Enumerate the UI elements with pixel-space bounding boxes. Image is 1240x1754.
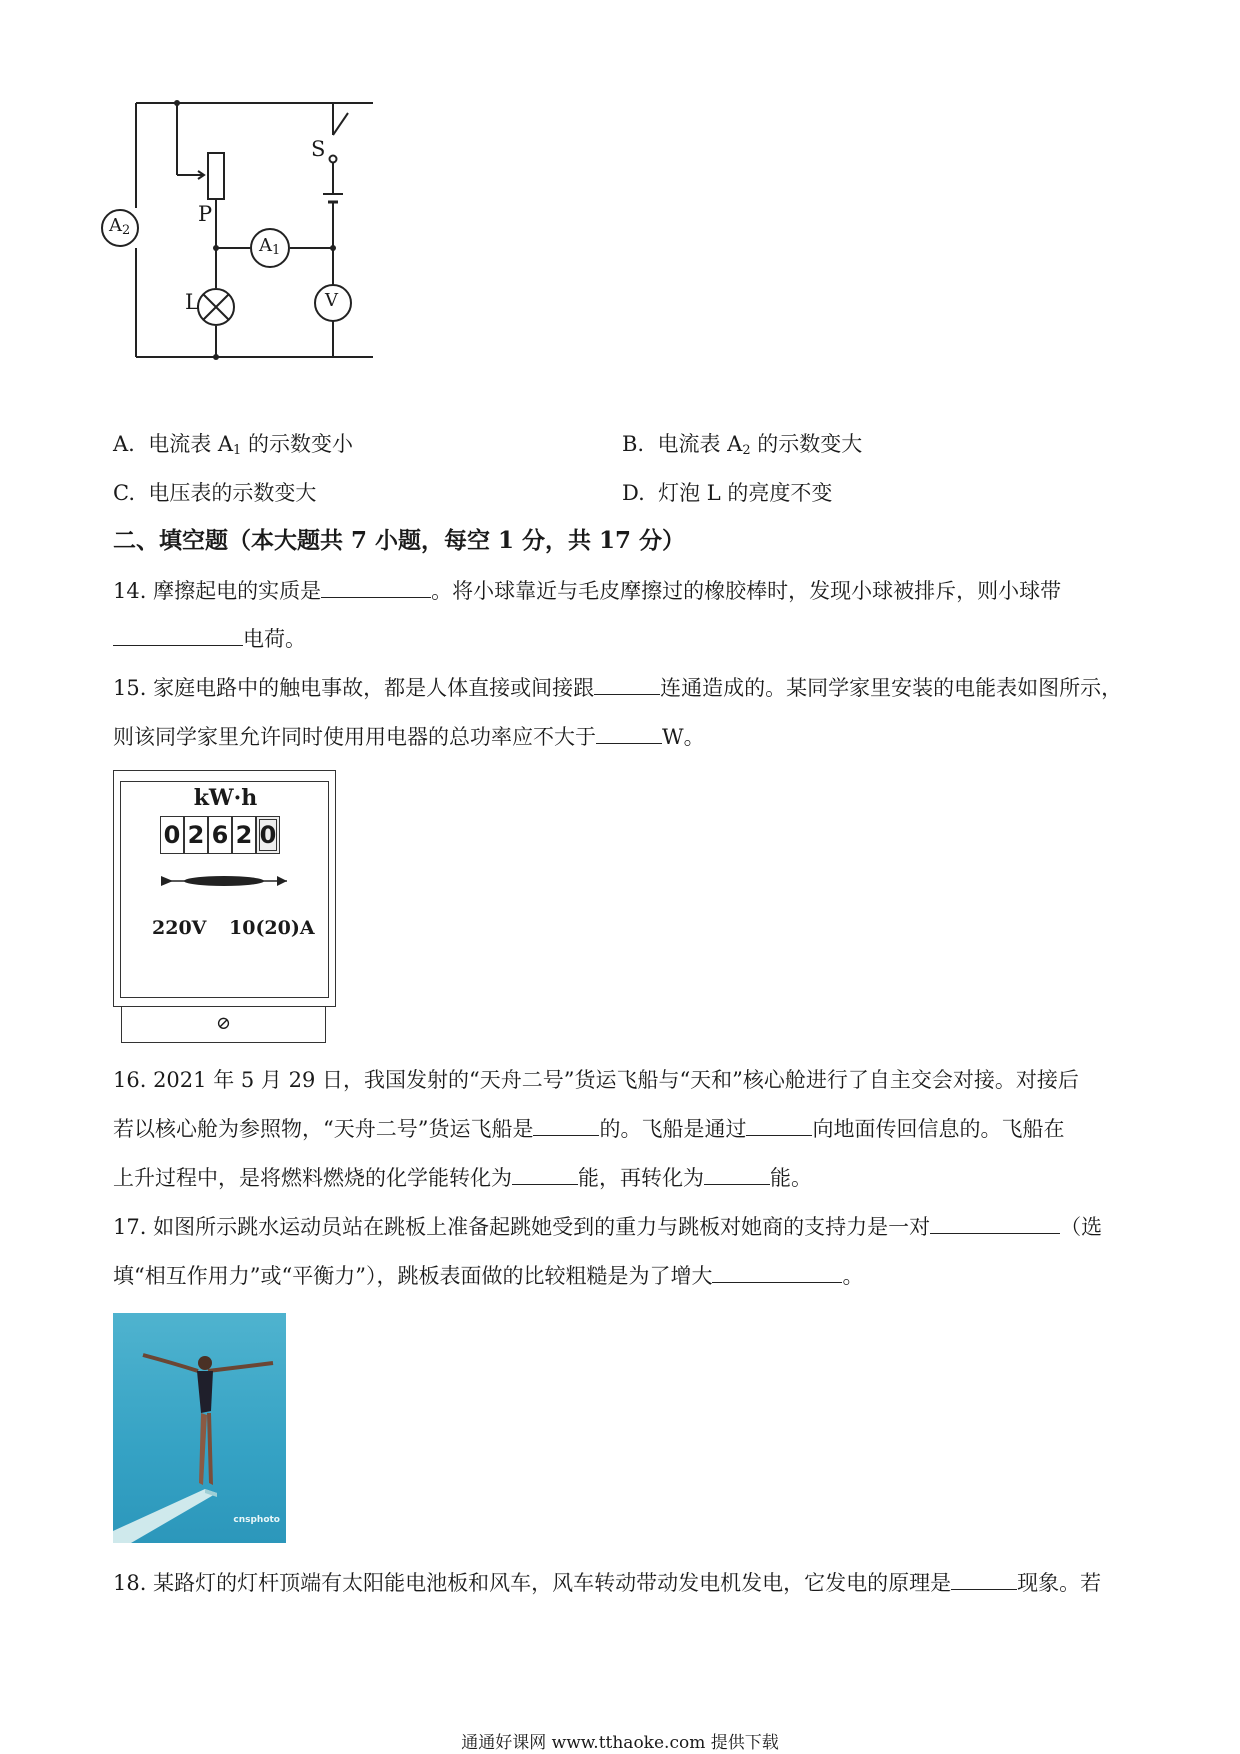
answer-blank[interactable] bbox=[951, 1571, 1017, 1590]
meter-current: 10(20)A bbox=[229, 917, 315, 939]
answer-blank[interactable] bbox=[704, 1166, 770, 1185]
q18-line1: 18. 某路灯的灯杆顶端有太阳能电池板和风车，风车转动带动发电机发电，它发电的原理是 现象。若 bbox=[113, 1571, 1102, 1595]
label-voltmeter-v: V bbox=[325, 290, 338, 311]
option-a: A. 电流表 $A_1$ 的示数变小 bbox=[113, 432, 354, 458]
answer-blank[interactable] bbox=[930, 1215, 1060, 1234]
label-switch-s: S bbox=[311, 137, 326, 161]
diver-photo bbox=[113, 1313, 286, 1543]
meter-digit: 0 bbox=[160, 816, 184, 854]
option-d: D. 灯泡 L 的亮度不变 bbox=[622, 481, 833, 505]
q17-line1: 17. 如图所示跳水运动员站在跳板上准备起跳她受到的重力与跳板对她商的支持力是一对 （选 bbox=[113, 1215, 1103, 1239]
q16-line3: 上升过程中，是将燃料燃烧的化学能转化为 能，再转化为 能。 bbox=[113, 1166, 812, 1190]
meter-digit: 2 bbox=[232, 816, 256, 854]
meter-digit: 0 bbox=[256, 816, 280, 854]
q15-line2: 则该同学家里允许同时使用用电器的总功率应不大于 W。 bbox=[113, 725, 705, 749]
option-b: B. 电流表 $A_2$ 的示数变大 bbox=[622, 432, 863, 458]
answer-blank[interactable] bbox=[512, 1166, 578, 1185]
meter-voltage: 220V bbox=[152, 917, 207, 939]
label-lamp-l: L bbox=[185, 290, 199, 314]
answer-blank[interactable] bbox=[596, 725, 662, 744]
page-footer: 通通好课网 www.tthaoke.com 提供下载 bbox=[461, 1733, 779, 1753]
meter-digits bbox=[160, 816, 290, 854]
section-heading: 二、填空题（本大题共 7 小题，每空 1 分，共 17 分） bbox=[113, 527, 686, 554]
meter-digit: 2 bbox=[184, 816, 208, 854]
label-slider-p: P bbox=[198, 202, 213, 226]
label-ammeter-a2: $A_2$ bbox=[109, 215, 131, 238]
electricity-meter bbox=[113, 770, 336, 1007]
answer-blank[interactable] bbox=[746, 1117, 812, 1136]
answer-blank[interactable] bbox=[594, 676, 660, 695]
q16-line1: 16. 2021 年 5 月 29 日，我国发射的“天舟二号”货运飞船与“天和”核心舱进行了自主交会对接。对接后 bbox=[113, 1068, 1079, 1092]
answer-blank[interactable] bbox=[321, 579, 431, 598]
meter-digit: 6 bbox=[208, 816, 232, 854]
q14-line1: 14. 摩擦起电的实质是 。将小球靠近与毛皮摩擦过的橡胶棒时，发现小球被排斥，则小球带 bbox=[113, 579, 1062, 603]
option-c: C. 电压表的示数变大 bbox=[113, 481, 317, 505]
answer-blank[interactable] bbox=[113, 627, 243, 646]
answer-blank[interactable] bbox=[712, 1264, 842, 1283]
label-ammeter-a1: $A_1$ bbox=[259, 235, 281, 258]
meter-disc-icon bbox=[159, 871, 289, 891]
meter-base bbox=[121, 1007, 326, 1043]
q15-line1: 15. 家庭电路中的触电事故，都是人体直接或间接跟 连通造成的。某同学家里安装的电能表如图所示， bbox=[113, 676, 1123, 700]
q17-line2: 填“相互作用力”或“平衡力”），跳板表面做的比较粗糙是为了增大 。 bbox=[113, 1264, 864, 1288]
q16-line2: 若以核心舱为参照物，“天舟二号”货运飞船是 的。飞船是通过 向地面传回信息的。飞船在 bbox=[113, 1117, 1065, 1141]
q14-line2: 电荷。 bbox=[113, 624, 306, 654]
meter-unit: kW·h bbox=[193, 785, 258, 811]
meter-base-symbol: ⊘ bbox=[215, 1013, 232, 1034]
answer-blank[interactable] bbox=[533, 1117, 599, 1136]
photo-watermark: cnsphoto bbox=[233, 1515, 280, 1525]
